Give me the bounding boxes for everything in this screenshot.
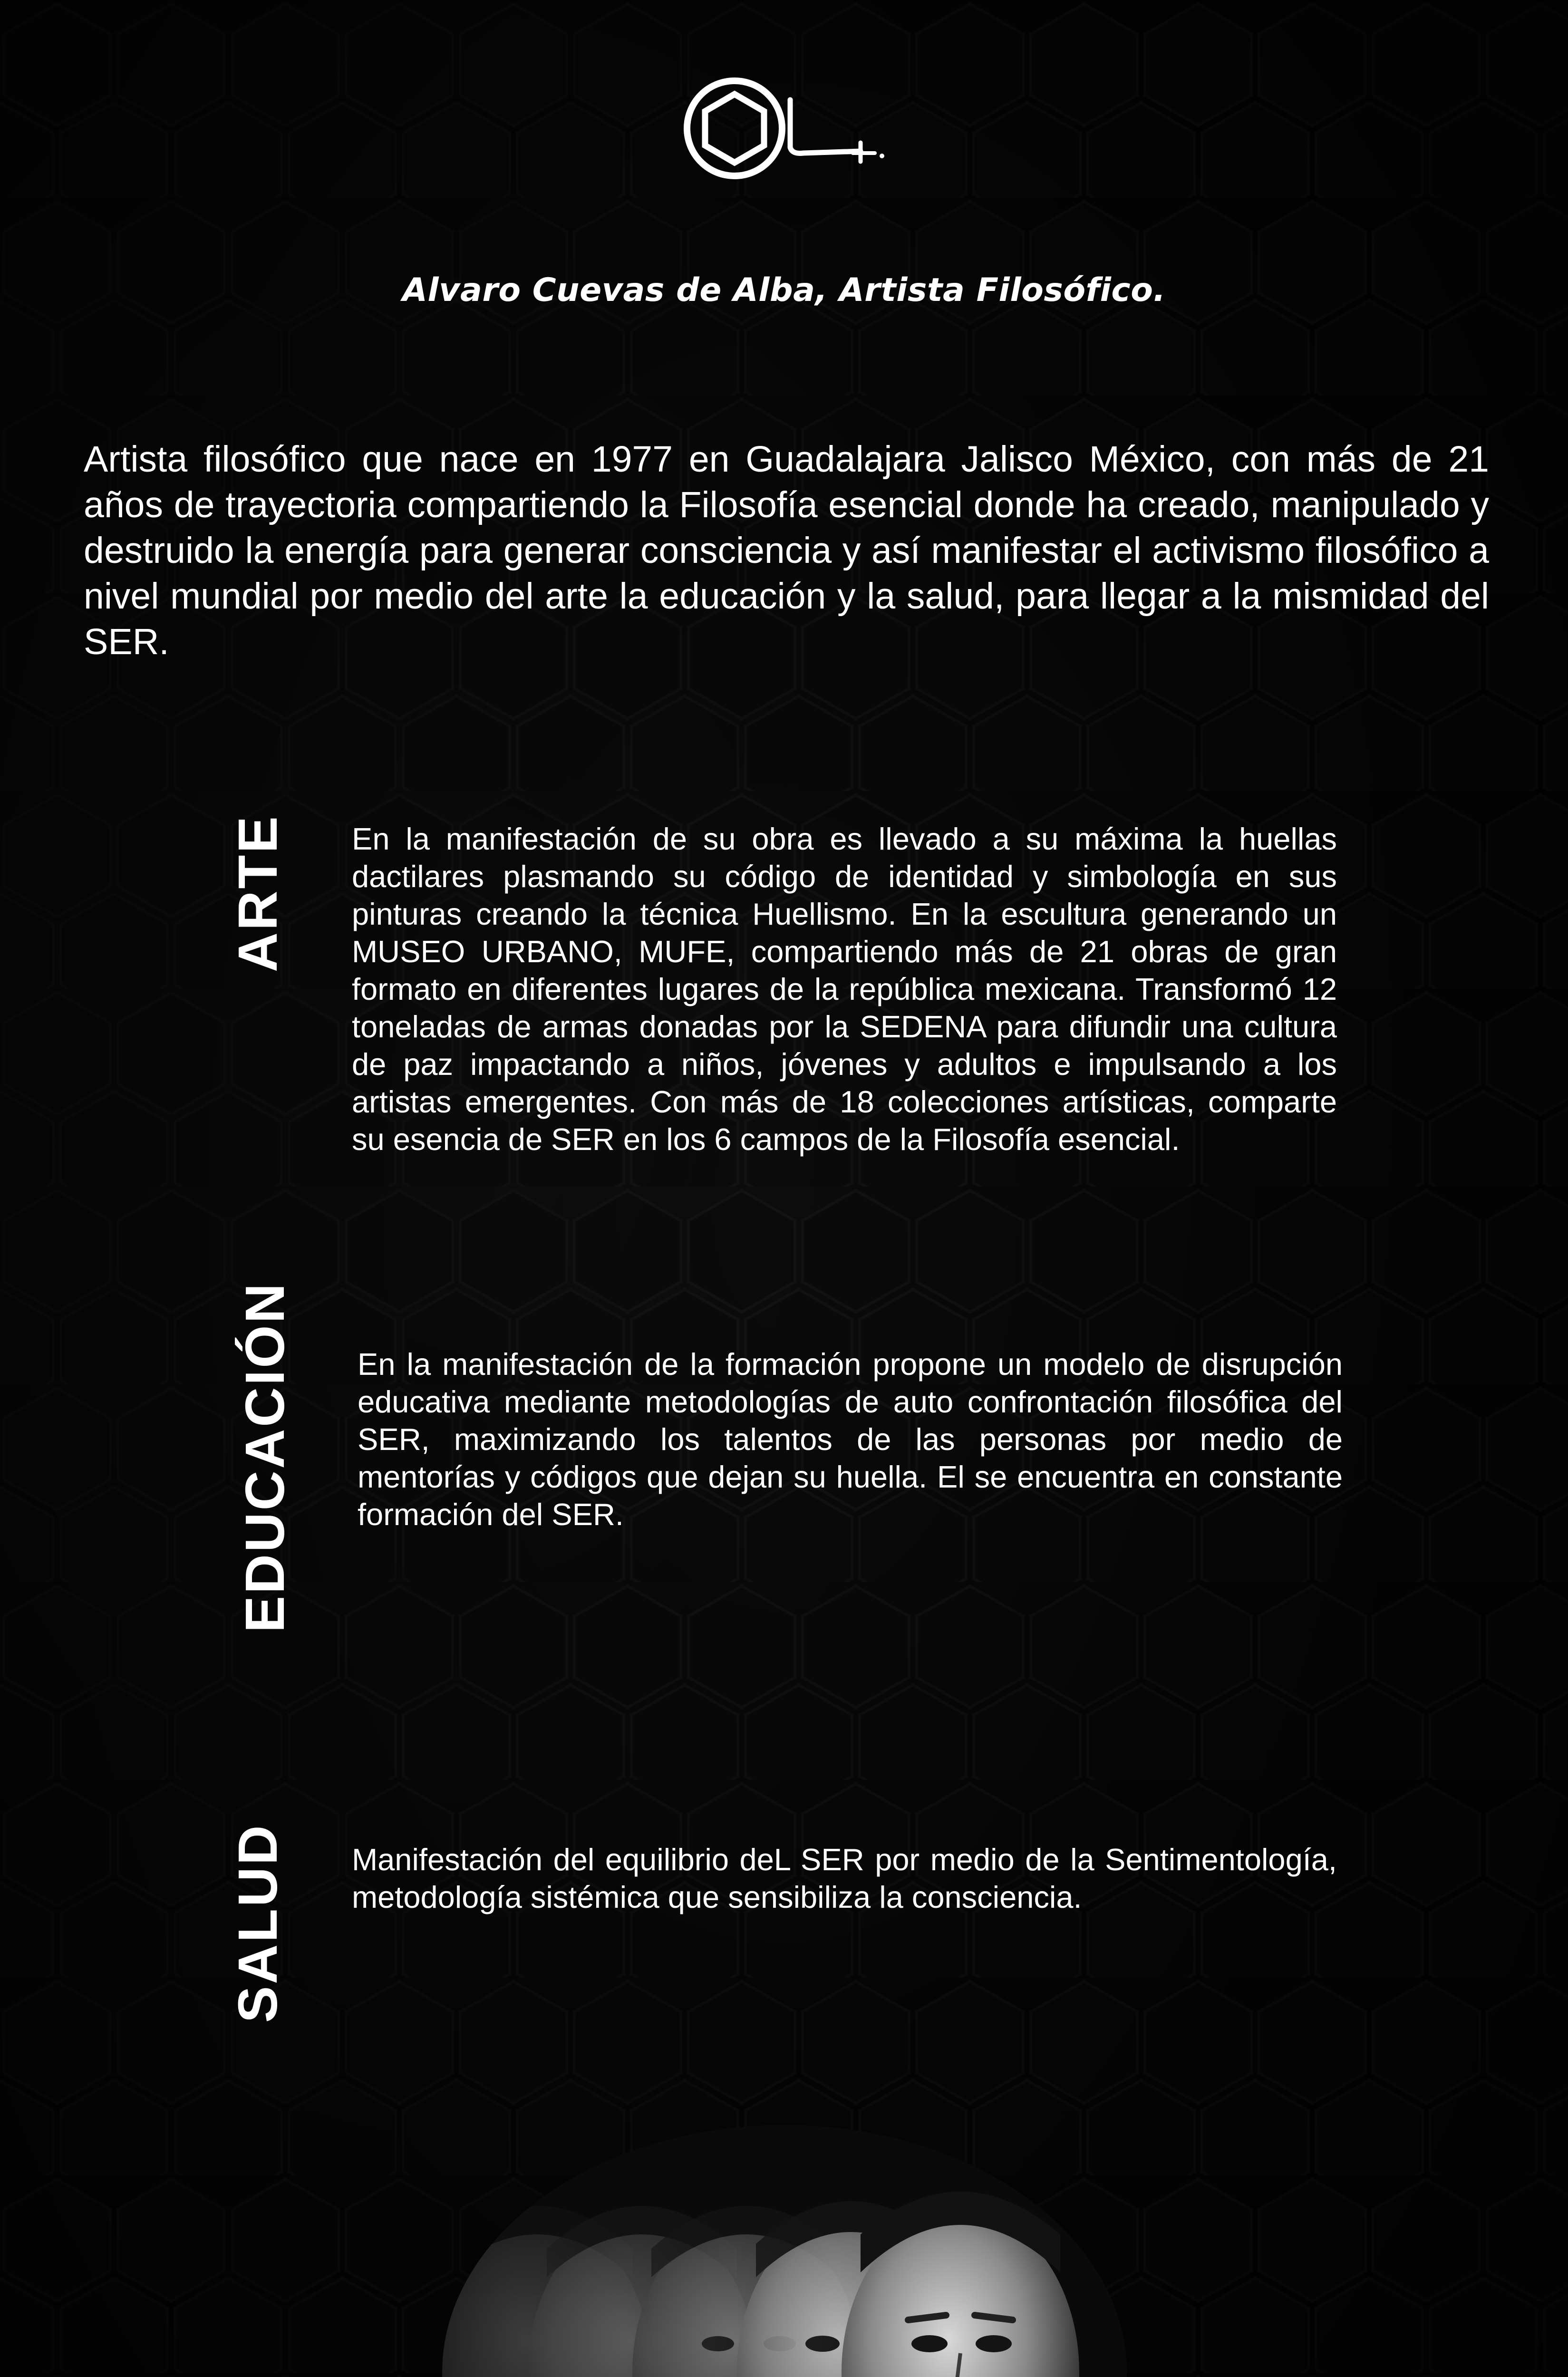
section-text-salud: Manifestación del equilibrio deL SER por medio de la Sentimentología, metodología sistémica que sensibiliza la consciencia. <box>352 1842 1337 1914</box>
page-subtitle: Alvaro Cuevas de Alba, Artista Filosófico. <box>402 271 1166 309</box>
section-label-arte: ARTE <box>227 814 289 972</box>
section-text-arte: En la manifestación de su obra es llevado a su máxima la huellas dactilares plasmando su código de identidad y simbología en sus pinturas creando la técnica Huellismo. En la escultura generando un MUSEO URBANO, MUFE, compartiendo más de 21 obras de gran formato en diferentes lugares de la república mexicana. Transformó 12 toneladas de armas donadas por la SEDENA para difundir una cultura de paz impactando a niños, jóvenes y adultos e impulsando a los artistas emergentes. Con más de 18 colecciones artísticas, comparte su esencia de SER en los 6 campos de la Filosofía esencial. <box>352 821 1337 1157</box>
intro-paragraph: Artista filosófico que nace en 1977 en Guadalajara Jalisco México, con más de 21 años de trayectoria compartiendo la Filosofía esencial donde ha creado, manipulado y destruido la energía para generar consciencia y así manifestar el activismo filosófico a nivel mundial por medio del arte la educación y la salud, para llegar a la mismidad del SER. <box>84 439 1489 662</box>
section-label-educacion: EDUCACIÓN <box>234 1281 296 1633</box>
portrait-image <box>414 2106 1136 2377</box>
section-text-educacion: En la manifestación de la formación propone un modelo de disrupción educativa mediante metodologías de auto confrontación filosófica del SER, maximizando los talentos de las personas por medio de mentorías y códigos que dejan su huella. El se encuentra en constante formación del SER. <box>358 1347 1343 1532</box>
hexagon-circle-signature-icon <box>680 71 889 185</box>
section-label-salud: SALUD <box>227 1823 289 2023</box>
